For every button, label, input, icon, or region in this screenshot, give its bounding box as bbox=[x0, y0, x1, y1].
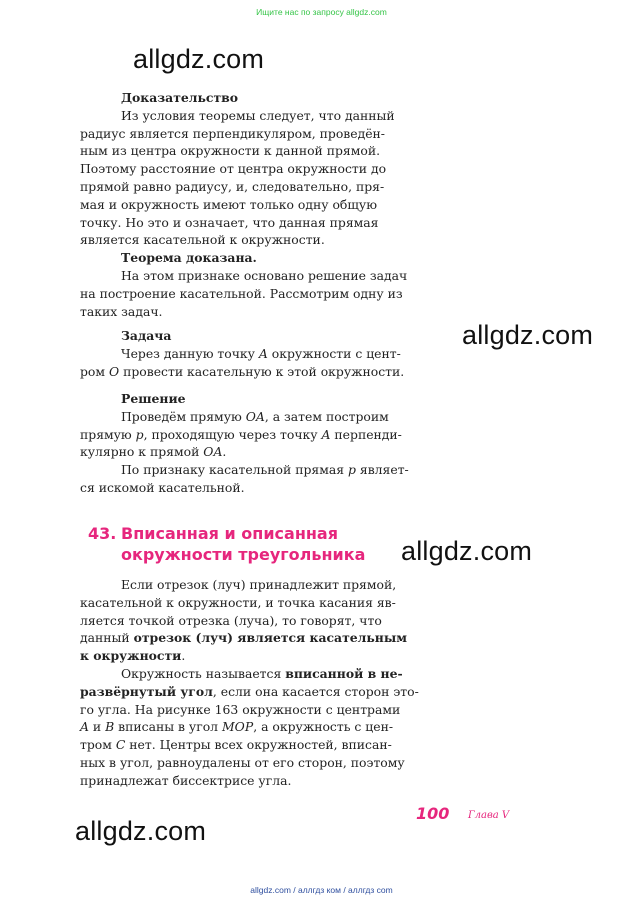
watermark: allgdz.com bbox=[401, 536, 533, 566]
text-line: ром O провести касательную к этой окружности. bbox=[80, 363, 405, 379]
section-body bbox=[80, 576, 448, 790]
task-heading: Задача bbox=[121, 328, 172, 343]
footer-links: allgdz.com / аллгдз ком / аллгдз com bbox=[250, 885, 393, 895]
text-line: A и B вписаны в угол MOP, а окружность с цен- bbox=[80, 719, 394, 735]
text-line: По признаку касательной прямая p являет- bbox=[121, 462, 409, 478]
solution-heading: Решение bbox=[121, 391, 186, 406]
watermark: allgdz.com bbox=[462, 320, 594, 350]
text-line: прямую p, проходящую через точку A перпенди- bbox=[80, 426, 402, 442]
text-line: ся искомой касательной. bbox=[80, 479, 245, 495]
text-line: Из условия теоремы следует, что данный bbox=[121, 107, 395, 123]
text-line: точку. Но это и означает, что данная прямая bbox=[80, 214, 379, 230]
section-number: 43. bbox=[88, 524, 117, 543]
theorem-proved: Теорема доказана. bbox=[121, 250, 257, 266]
text-line: кулярно к прямой OA. bbox=[80, 444, 227, 460]
text-line: принадлежат биссектрисе угла. bbox=[80, 772, 292, 788]
text-line: Проведём прямую OA, а затем построим bbox=[121, 408, 389, 424]
text-line: Если отрезок (луч) принадлежит прямой, bbox=[121, 577, 397, 592]
solution-block bbox=[80, 390, 448, 497]
text-line: Через данную точку A окружности с цент- bbox=[121, 345, 401, 361]
text-line: таких задач. bbox=[80, 303, 163, 319]
proof-heading: Доказательство bbox=[121, 90, 238, 105]
chapter-label: Глава V bbox=[468, 810, 510, 821]
text-line: ных в угол, равноудалены от его сторон, поэтому bbox=[80, 754, 405, 770]
page-number: 100 bbox=[416, 804, 450, 823]
top-banner: Ищите нас по запросу allgdz.com bbox=[256, 7, 387, 17]
text-line: развёрнутый угол, если она касается сторон это- bbox=[80, 683, 419, 699]
section-title-line: Вписанная и описанная bbox=[121, 524, 338, 543]
text-line: Окружность называется вписанной в не- bbox=[121, 665, 403, 681]
text-line: к окружности. bbox=[80, 648, 186, 664]
task-block bbox=[80, 327, 448, 380]
text-line: является касательной к окружности. bbox=[80, 232, 325, 248]
section-title-line: окружности треугольника bbox=[121, 545, 366, 564]
text-line: тром C нет. Центры всех окружностей, вписан- bbox=[80, 737, 392, 753]
text-line: Поэтому расстояние от центра окружности до bbox=[80, 161, 387, 177]
text-line: касательной к окружности, и точка касания яв- bbox=[80, 594, 396, 610]
section-title bbox=[88, 523, 365, 565]
watermark: allgdz.com bbox=[75, 816, 207, 846]
text-line: мая и окружность имеют только одну общую bbox=[80, 196, 377, 212]
text-line: данный отрезок (луч) является касательным bbox=[80, 630, 408, 646]
text-line: ляется точкой отрезка (луча), то говорят, что bbox=[80, 612, 382, 628]
text-line: ным из центра окружности к данной прямой. bbox=[80, 143, 381, 159]
text-line: прямой равно радиусу, и, следовательно, пря- bbox=[80, 178, 385, 194]
text-line: На этом признаке основано решение задач bbox=[121, 267, 408, 283]
proof-block bbox=[80, 89, 448, 320]
text-line: го угла. На рисунке 163 окружности с центрами bbox=[80, 701, 401, 717]
text-line: на построение касательной. Рассмотрим одну из bbox=[80, 285, 403, 301]
text-line: радиус является перпендикуляром, проведён- bbox=[80, 125, 385, 141]
watermark: allgdz.com bbox=[133, 44, 265, 74]
